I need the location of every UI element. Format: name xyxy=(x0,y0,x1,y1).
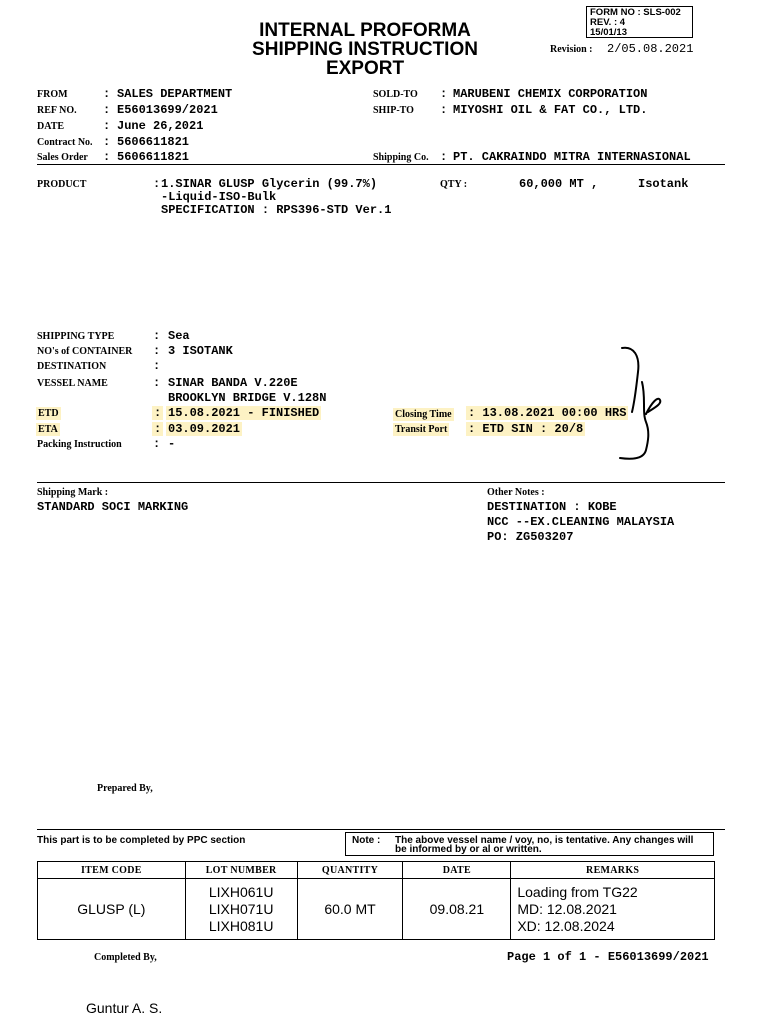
from-colon: : xyxy=(103,87,111,101)
eta-label: ETA xyxy=(38,424,58,435)
sales-order-value: 5606611821 xyxy=(117,150,190,164)
shipping-co-colon: : xyxy=(440,150,448,164)
closing-time-label: Closing Time xyxy=(395,409,452,420)
title-line-1: INTERNAL PROFORMA xyxy=(259,20,471,41)
note-text-1: The above vessel name / voy, no, is tentative. Any changes will xyxy=(395,835,694,846)
qty-pack: Isotank xyxy=(638,177,689,191)
ref-value: E56013699/2021 xyxy=(117,103,218,117)
col-header-item-code: ITEM CODE xyxy=(38,862,186,879)
shipping-type-label: SHIPPING TYPE xyxy=(37,331,115,342)
vessel-value-1: SINAR BANDA V.220E xyxy=(168,376,298,390)
revision-label: Revision : xyxy=(550,44,593,55)
eta-colon: : xyxy=(154,422,162,436)
sold-to-colon: : xyxy=(440,87,448,101)
vessel-label: VESSEL NAME xyxy=(37,378,108,389)
remark-line: XD: 12.08.2024 xyxy=(517,917,615,934)
other-notes-line-2: NCC --EX.CLEANING MALAYSIA xyxy=(487,515,675,529)
table-row xyxy=(38,879,715,940)
signature-name: Guntur A. S. xyxy=(86,1000,163,1016)
lot-number: LIXH061U xyxy=(208,883,274,900)
qty-label: QTY : xyxy=(440,179,468,190)
other-notes-label: Other Notes : xyxy=(487,487,545,498)
product-line-3: SPECIFICATION : RPS396-STD Ver.1 xyxy=(161,203,392,217)
col-header-lot-number: LOT NUMBER xyxy=(185,862,297,879)
containers-value: 3 ISOTANK xyxy=(168,344,233,358)
product-colon: : xyxy=(153,177,161,191)
title-line-2: SHIPPING INSTRUCTION xyxy=(252,39,478,60)
remark-line: Loading from TG22 xyxy=(517,883,638,900)
sales-order-colon: : xyxy=(103,150,111,164)
eta-value: 03.09.2021 xyxy=(168,422,241,436)
ship-to-label: SHIP-TO xyxy=(373,105,414,116)
packing-value: - xyxy=(168,437,176,451)
product-label: PRODUCT xyxy=(37,179,87,190)
sold-to-value: MARUBENI CHEMIX CORPORATION xyxy=(453,87,648,101)
note-text-2: be informed by or al or written. xyxy=(395,844,542,855)
handwritten-bracket-mark xyxy=(612,342,672,467)
col-header-quantity: QUANTITY xyxy=(297,862,403,879)
containers-label: NO's of CONTAINER xyxy=(37,346,133,357)
form-no: FORM NO : SLS-002 xyxy=(590,7,681,18)
shipping-type-colon: : xyxy=(153,329,161,343)
from-label: FROM xyxy=(37,89,68,100)
other-notes-line-1: DESTINATION : KOBE xyxy=(487,500,617,514)
quantity-cell: 60.0 MT xyxy=(297,879,403,940)
destination-colon: : xyxy=(153,359,161,373)
from-value: SALES DEPARTMENT xyxy=(117,87,233,101)
items-table-header xyxy=(38,862,715,879)
completed-by: Completed By, xyxy=(94,952,157,963)
containers-colon: : xyxy=(153,344,161,358)
date-value: June 26,2021 xyxy=(117,119,204,133)
shipping-mark-label: Shipping Mark : xyxy=(37,487,109,498)
packing-label: Packing Instruction xyxy=(37,439,122,450)
transit-port-label: Transit Port xyxy=(395,424,448,435)
form-rev: REV. : 4 xyxy=(590,17,626,28)
shipping-co-label: Shipping Co. xyxy=(373,152,429,163)
item-code-cell: GLUSP (L) xyxy=(38,879,186,940)
closing-time-value: : 13.08.2021 00:00 HRS xyxy=(468,406,627,420)
ref-label: REF NO. xyxy=(37,105,77,116)
items-table xyxy=(37,861,715,940)
lot-number-cell xyxy=(185,879,297,940)
col-header-date: DATE xyxy=(403,862,511,879)
revision-value: 2/05.08.2021 xyxy=(607,42,694,56)
lot-number: LIXH071U xyxy=(208,900,274,917)
destination-label: DESTINATION xyxy=(37,361,107,372)
qty-value: 60,000 MT , xyxy=(519,177,599,191)
lot-number: LIXH081U xyxy=(208,917,274,934)
remark-line: MD: 12.08.2021 xyxy=(517,900,617,917)
col-header-remarks: REMARKS xyxy=(511,862,715,879)
shipping-type-value: Sea xyxy=(168,329,190,343)
product-line-1: 1.SINAR GLUSP Glycerin (99.7%) xyxy=(161,177,378,191)
contract-label: Contract No. xyxy=(37,137,93,148)
other-notes-line-3: PO: ZG503207 xyxy=(487,530,574,544)
ppc-divider xyxy=(37,829,725,830)
note-label: Note : xyxy=(352,835,381,846)
product-line-2: -Liquid-ISO-Bulk xyxy=(161,190,277,204)
contract-colon: : xyxy=(103,135,111,149)
etd-value: 15.08.2021 - FINISHED xyxy=(168,406,320,420)
ship-to-value: MIYOSHI OIL & FAT CO., LTD. xyxy=(453,103,648,117)
ship-to-colon: : xyxy=(440,103,448,117)
title-line-3: EXPORT xyxy=(325,58,405,79)
vessel-colon: : xyxy=(153,376,161,390)
sales-order-label: Sales Order xyxy=(37,152,88,163)
remarks-cell xyxy=(511,879,715,940)
ppc-section-text: This part is to be completed by PPC section xyxy=(37,835,246,846)
etd-label: ETD xyxy=(38,408,59,419)
date-colon: : xyxy=(103,119,111,133)
page-title xyxy=(205,21,525,78)
ref-colon: : xyxy=(103,103,111,117)
etd-colon: : xyxy=(154,406,162,420)
vessel-value-2: BROOKLYN BRIDGE V.128N xyxy=(168,391,327,405)
note-box xyxy=(345,832,714,856)
packing-colon: : xyxy=(153,437,161,451)
transit-port-value: : ETD SIN : 20/8 xyxy=(468,422,584,436)
sold-to-label: SOLD-TO xyxy=(373,89,418,100)
form-date: 15/01/13 xyxy=(590,27,627,38)
page-info: Page 1 of 1 - E56013699/2021 xyxy=(507,950,709,964)
shipping-divider xyxy=(37,482,725,483)
date-label: DATE xyxy=(37,121,65,132)
date-cell: 09.08.21 xyxy=(403,879,511,940)
shipping-mark-value: STANDARD SOCI MARKING xyxy=(37,500,189,514)
form-number-box xyxy=(586,6,693,38)
shipping-co-value: PT. CAKRAINDO MITRA INTERNASIONAL xyxy=(453,150,691,164)
prepared-by: Prepared By, xyxy=(97,783,153,794)
header-divider xyxy=(37,164,725,165)
contract-value: 5606611821 xyxy=(117,135,190,149)
